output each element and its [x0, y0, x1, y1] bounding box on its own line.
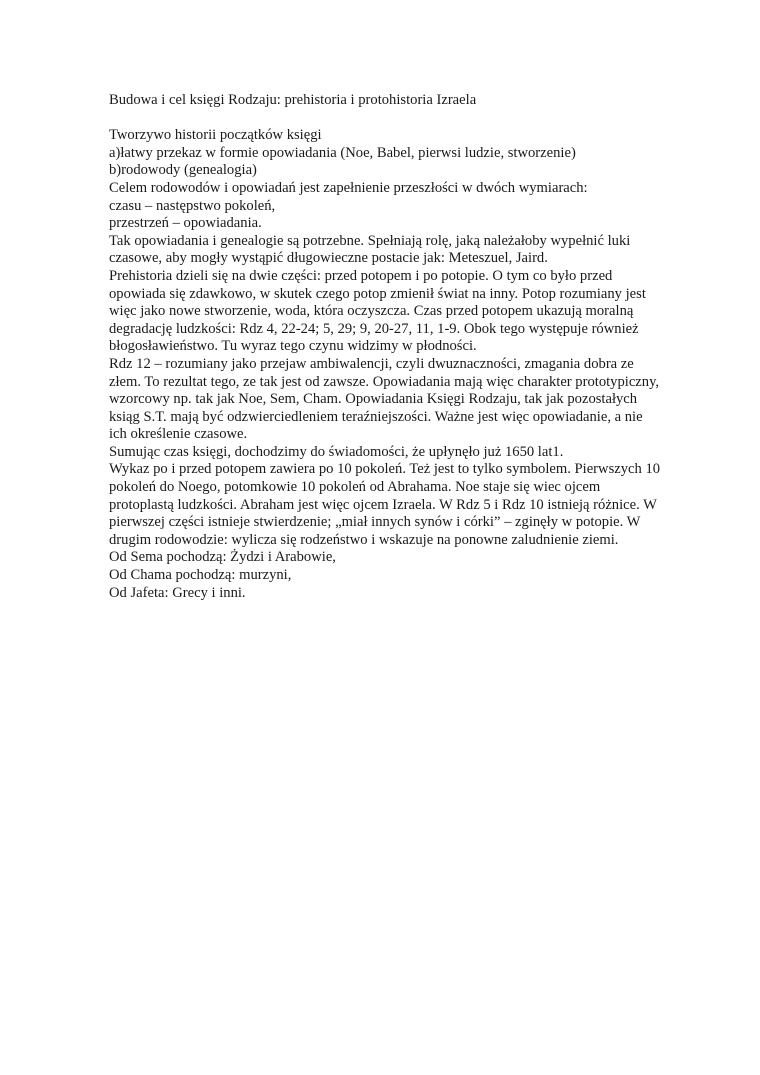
text-line: Tak opowiadania i genealogie są potrzebne. Spełniają rolę, jaką należałoby wypełnić luki [109, 232, 631, 249]
text-line: ksiąg S.T. mają być odzwierciedleniem teraźniejszości. Ważne jest więc opowiadanie, a nie [109, 408, 643, 425]
text-line: Od Chama pochodzą: murzyni, [109, 567, 292, 584]
text-line: pierwszej części istnieje stwierdzenie; „miał innych synów i córki” – zginęły w potopie. W [109, 514, 641, 531]
text-line: błogosławieństwo. Tu wyraz tego czynu widzimy w płodności. [109, 338, 477, 355]
text-line: więc jako nowe stworzenie, woda, która oczyszcza. Czas przed potopem ukazują moralną [109, 303, 634, 320]
text-line: czasowe, aby mogły wystąpić długowieczne postacie jak: Meteszuel, Jaird. [109, 250, 548, 267]
text-line: a)łatwy przekaz w formie opowiadania (Noe, Babel, pierwsi ludzie, stworzenie) [109, 144, 576, 161]
text-line: b)rodowody (genealogia) [109, 162, 257, 179]
text-line: Od Jafeta: Grecy i inni. [109, 584, 246, 601]
text-line: ich określenie czasowe. [109, 426, 248, 443]
text-line: wzorcowy np. tak jak Noe, Sem, Cham. Opowiadania Księgi Rodzaju, tak jak pozostałych [109, 391, 638, 408]
text-line: degradację ludzkości: Rdz 4, 22-24; 5, 29; 9, 20-27, 11, 1-9. Obok tego występuje również [109, 320, 639, 337]
text-line: czasu – następstwo pokoleń, [109, 197, 276, 214]
text-line: Celem rodowodów i opowiadań jest zapełnienie przeszłości w dwóch wymiarach: [109, 179, 588, 196]
document-body [109, 92, 709, 602]
text-line: Wykaz po i przed potopem zawiera po 10 pokoleń. Też jest to tylko symbolem. Pierwszych 10 [109, 461, 661, 478]
text-line: złem. To rezultat tego, ze tak jest od zawsze. Opowiadania mają więc charakter prototypiczny, [109, 373, 660, 390]
text-line: przestrzeń – opowiadania. [109, 215, 262, 232]
text-line: drugim rodowodzie: wylicza się rodzeństwo i wskazuje na ponowne zaludnienie ziemi. [109, 531, 619, 548]
text-line: pokoleń do Noego, potomkowie 10 pokoleń od Abrahama. Noe staje się wiec ojcem [109, 479, 601, 496]
text-line: Sumując czas księgi, dochodzimy do świadomości, że upłynęło już 1650 lat1. [109, 443, 564, 460]
text-line: opowiada się zdawkowo, w skutek czego potop zmienił świat na inny. Potop rozumiany jest [109, 285, 646, 302]
document-title: Budowa i cel księgi Rodzaju: prehistoria i protohistoria Izraela [109, 92, 477, 108]
text-line: protoplastą ludzkości. Abraham jest więc ojcem Izraela. W Rdz 5 i Rdz 10 istnieją różnice. W [109, 496, 657, 513]
text-line: Od Sema pochodzą: Żydzi i Arabowie, [109, 549, 336, 566]
text-line: Rdz 12 – rozumiany jako przejaw ambiwalencji, czyli dwuznaczności, zmagania dobra ze [109, 355, 634, 372]
text-line: Tworzywo historii początków księgi [109, 127, 322, 144]
text-line: Prehistoria dzieli się na dwie części: przed potopem i po potopie. O tym co było przed [109, 267, 613, 284]
